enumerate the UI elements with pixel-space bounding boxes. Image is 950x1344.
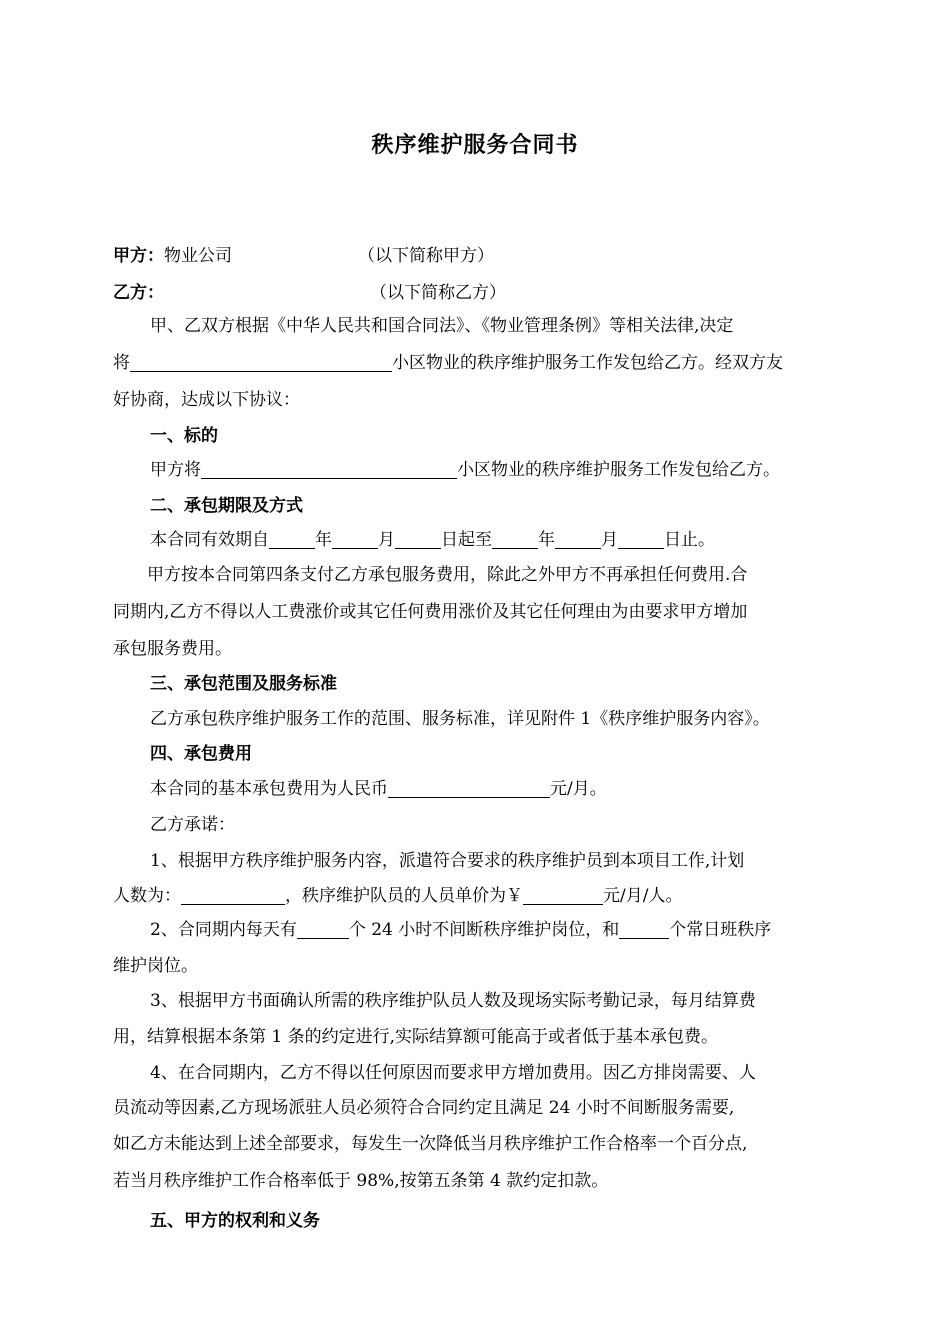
unit-price-suffix: 元/月/人。	[603, 886, 683, 906]
item-2-line-1	[150, 912, 890, 948]
section-4-promise: 乙方承诺：	[150, 815, 235, 835]
day-to-label: 日止。	[664, 530, 715, 550]
intro-prefix: 将	[113, 353, 130, 373]
section-4-fee	[150, 771, 890, 807]
blank-headcount[interactable]	[181, 884, 285, 905]
item-4-line-4: 若当月秩序维护工作合格率低于 98%,按第五条第 4 款约定扣款。	[113, 1171, 609, 1191]
intro-suffix: 小区物业的秩序维护服务工作发包给乙方。经双方友	[392, 353, 783, 373]
blank-community-name-2[interactable]	[201, 458, 457, 479]
blank-start-day[interactable]	[395, 528, 441, 549]
fee-suffix: 元/月。	[550, 779, 607, 799]
party-a-label: 甲方：	[113, 246, 164, 266]
intro-line-1: 甲、乙双方根据《中华人民共和国合同法》、《物业管理条例》等相关法律,决定	[150, 316, 734, 336]
section-2-p3: 承包服务费用。	[113, 639, 232, 659]
section-3-heading: 三、承包范围及服务标准	[150, 674, 337, 694]
posts-mid: 个 24 小时不间断秩序维护岗位，和	[348, 920, 620, 940]
year-label-2: 年	[538, 530, 555, 550]
month-label: 月	[378, 530, 395, 550]
party-b-label: 乙方：	[113, 283, 164, 303]
fee-prefix: 本合同的基本承包费用为人民币	[150, 779, 388, 799]
item-2-line-2: 维护岗位。	[113, 956, 198, 976]
item-3-line-2: 用，结算根据本条第 1 条的约定进行,实际结算额可能高于或者低于基本承包费。	[113, 1027, 719, 1047]
blank-start-year[interactable]	[269, 528, 315, 549]
item-4-line-1: 4、在合同期内，乙方不得以任何原因而要求甲方增加费用。因乙方排岗需要、人	[150, 1063, 756, 1083]
item-4-line-3: 如乙方未能达到上述全部要求，每发生一次降低当月秩序维护工作合格率一个百分点,	[113, 1134, 748, 1154]
year-label: 年	[315, 530, 332, 550]
blank-end-year[interactable]	[492, 528, 538, 549]
party-b-note: （以下简称乙方）	[370, 283, 506, 303]
document-title: 秩序维护服务合同书	[371, 132, 579, 158]
section-2-heading: 二、承包期限及方式	[150, 496, 303, 516]
s1-prefix: 甲方将	[150, 460, 201, 480]
section-5-heading: 五、甲方的权利和义务	[150, 1211, 320, 1231]
item-3-line-1: 3、根据甲方书面确认所需的秩序维护队员人数及现场实际考勤记录，每月结算费	[150, 991, 756, 1011]
section-3-text: 乙方承包秩序维护服务工作的范围、服务标准，详见附件 1《秩序维护服务内容》。	[150, 709, 770, 729]
intro-line-2	[113, 345, 853, 381]
blank-base-fee[interactable]	[388, 777, 550, 798]
posts-prefix: 2、合同期内每天有	[150, 920, 297, 940]
section-2-p2: 同期内,乙方不得以人工费涨价或其它任何费用涨价及其它任何理由为由要求甲方增加	[113, 602, 748, 622]
blank-end-day[interactable]	[618, 528, 664, 549]
party-a-line	[113, 238, 853, 274]
item-1-line-1: 1、根据甲方秩序维护服务内容，派遣符合要求的秩序维护员到本项目工作,计划	[150, 851, 745, 871]
blank-community-name[interactable]	[130, 351, 392, 372]
s1-suffix: 小区物业的秩序维护服务工作发包给乙方。	[457, 460, 780, 480]
headcount-prefix: 人数为：	[113, 886, 181, 906]
posts-suffix: 个常日班秩序	[669, 920, 772, 940]
intro-line-3: 好协商，达成以下协议：	[113, 390, 300, 410]
party-b-line	[113, 275, 853, 311]
section-2-term	[150, 522, 890, 558]
unit-price-prefix: ，秩序维护队员的人员单价为￥	[285, 886, 523, 906]
item-1-line-2	[113, 878, 853, 914]
day-from-label: 日起至	[441, 530, 492, 550]
term-prefix: 本合同有效期自	[150, 530, 269, 550]
party-a-note: （以下简称甲方）	[358, 246, 494, 266]
item-4-line-2: 员流动等因素,乙方现场派驻人员必须符合合同约定且满足 24 小时不间断服务需要,	[113, 1098, 735, 1118]
blank-day-posts[interactable]	[619, 918, 669, 939]
blank-start-month[interactable]	[332, 528, 378, 549]
party-a-value: 物业公司	[164, 246, 232, 266]
section-1-heading: 一、标的	[150, 426, 218, 446]
blank-end-month[interactable]	[555, 528, 601, 549]
blank-unit-price[interactable]	[523, 884, 603, 905]
section-1-text	[150, 452, 890, 488]
blank-24h-posts[interactable]	[297, 918, 349, 939]
section-4-heading: 四、承包费用	[150, 744, 252, 764]
section-2-p1: 甲方按本合同第四条支付乙方承包服务费用，除此之外甲方不再承担任何费用.合	[147, 565, 748, 585]
month-label-2: 月	[601, 530, 618, 550]
